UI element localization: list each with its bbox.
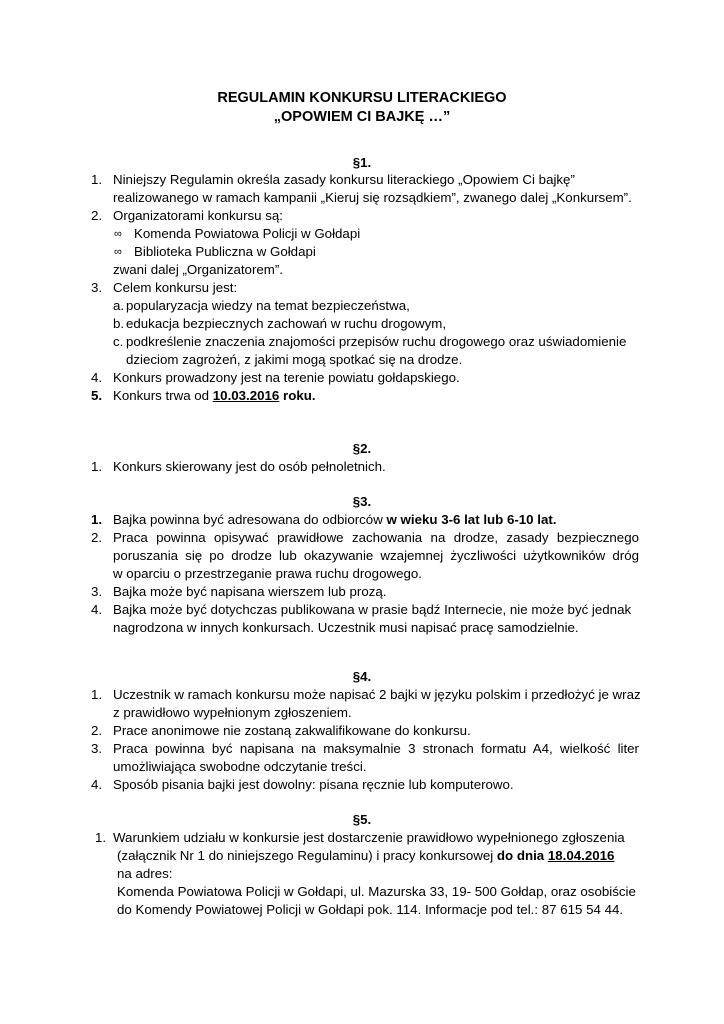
s1-start-date: 10.03.2016	[212, 388, 280, 403]
section-2-heading: §2.	[352, 441, 372, 456]
s1-item-5-number: 5.	[91, 388, 103, 403]
s1-item-1-number: 1.	[91, 172, 103, 187]
s4-item-3-line-1: Praca powinna być napisana na maksymalnie 3 stronach formatu A4, wielkość liter	[113, 741, 639, 756]
s4-item-3-number: 3.	[91, 741, 103, 756]
s3-item-4-line-1: Bajka może być dotychczas publikowana w prasie bądź Internecie, nie może być jednak	[113, 602, 632, 617]
s1-item-3-number: 3.	[91, 280, 103, 295]
s1-organizer-1: Komenda Powiatowa Policji w Gołdapi	[134, 226, 361, 241]
s1-item-2-line-1: Organizatorami konkursu są:	[113, 208, 283, 223]
s3-item-2-number: 2.	[91, 530, 103, 545]
s1-item-3c-line-2: dzieciom zagrożeń, z jakimi mogą spotkać się na drodze.	[126, 352, 463, 367]
s1-item-5-prefix: Konkurs trwa od	[113, 388, 210, 403]
s1-item-3-line-1: Celem konkursu jest:	[113, 280, 238, 295]
s5-item-1-line-5: do Komendy Powiatowej Policji w Gołdapi pok. 114. Informacje pod tel.: 87 615 54 44.	[117, 902, 624, 917]
s4-item-1-number: 1.	[91, 687, 103, 702]
s5-item-1-line-2	[117, 847, 614, 865]
section-5-heading: §5.	[352, 812, 372, 827]
s1-item-3c-line-1: podkreślenie znaczenia znajomości przepisów ruchu drogowego oraz uświadomienie	[126, 334, 627, 349]
s3-item-3-text: Bajka może być napisana wierszem lub prozą.	[113, 584, 387, 599]
s1-item-3a-label: a.	[113, 298, 125, 313]
s5-item-1-line-3: na adres:	[117, 866, 173, 881]
s5-item-1-line-2-prefix: (załącznik Nr 1 do niniejszego Regulaminu) i pracy konkursowej	[117, 848, 494, 863]
s2-item-1-number: 1.	[91, 459, 103, 474]
s1-item-4-number: 4.	[91, 370, 103, 385]
s3-item-1-prefix: Bajka powinna być adresowana do odbiorców	[113, 512, 383, 527]
s3-item-2-line-1: Praca powinna opisywać prawidłowe zachowania na drodze, zasady bezpiecznego	[113, 530, 639, 545]
document-title-line-1: REGULAMIN KONKURSU LITERACKIEGO	[217, 90, 507, 106]
s5-item-1-number: 1.	[95, 830, 107, 845]
s1-item-2-line-4: zwani dalej „Organizatorem”.	[113, 262, 283, 277]
s1-item-3b-text: edukacja bezpiecznych zachowań w ruchu drogowym,	[126, 316, 447, 331]
s4-item-4-text: Sposób pisania bajki jest dowolny: pisana ręcznie lub komputerowo.	[113, 777, 514, 792]
s5-deadline-date: 18.04.2016	[547, 848, 615, 863]
s1-item-5-line	[113, 387, 316, 405]
s1-item-5-suffix: roku.	[283, 388, 316, 403]
s3-item-2-line-3: w oparciu o przestrzeganie prawa ruchu drogowego.	[113, 566, 422, 581]
s5-item-1-line-1: Warunkiem udziału w konkursie jest dostarczenie prawidłowo wypełnionego zgłoszenia	[113, 830, 625, 845]
s3-item-3-number: 3.	[91, 584, 103, 599]
s3-item-1-number: 1.	[91, 512, 103, 527]
s1-item-4-text: Konkurs prowadzony jest na terenie powiatu gołdapskiego.	[113, 370, 460, 385]
s1-item-2-number: 2.	[91, 208, 103, 223]
s4-item-3-line-2: umożliwiająca swobodne odczytanie treści.	[113, 759, 367, 774]
s5-deadline-label: do dnia	[496, 848, 545, 863]
infinity-bullet-icon: ∞	[114, 246, 122, 258]
section-1-heading: §1.	[352, 155, 372, 170]
s1-item-3b-label: b.	[113, 316, 125, 331]
s3-item-4-number: 4.	[91, 602, 103, 617]
s2-item-1-text: Konkurs skierowany jest do osób pełnoletnich.	[113, 459, 386, 474]
s3-item-1-line	[113, 511, 556, 529]
s1-item-1-line-2: realizowanego w ramach kampanii „Kieruj się rozsądkiem”, zwanego dalej „Konkursem”.	[113, 190, 632, 205]
s4-item-2-text: Prace anonimowe nie zostaną zakwalifikowane do konkursu.	[113, 723, 471, 738]
s4-item-1-line-1: Uczestnik w ramach konkursu może napisać 2 bajki w języku polskim i przedłożyć je wraz	[113, 687, 641, 702]
s4-item-1-line-2: z prawidłowo wypełnionym zgłoszeniem.	[113, 705, 352, 720]
section-4-heading: §4.	[352, 669, 372, 684]
s3-item-2-line-2: poruszania się po drodze lub okazywanie wzajemnej życzliwości użytkowników dróg	[113, 548, 639, 563]
document-title-line-2: „OPOWIEM CI BAJKĘ …”	[273, 109, 451, 125]
s4-item-2-number: 2.	[91, 723, 103, 738]
s3-age-range: w wieku 3-6 lat lub 6-10 lat.	[386, 512, 557, 527]
s1-organizer-2: Biblioteka Publiczna w Gołdapi	[134, 244, 316, 259]
s3-item-4-line-2: nagrodzona w innych konkursach. Uczestnik musi napisać pracę samodzielnie.	[113, 620, 579, 635]
s1-item-1-line-1: Niniejszy Regulamin określa zasady konkursu literackiego „Opowiem Ci bajkę”	[113, 172, 575, 187]
section-3-heading: §3.	[352, 494, 372, 509]
s1-item-3c-label: c.	[113, 334, 124, 349]
s1-item-3a-text: popularyzacja wiedzy na temat bezpieczeństwa,	[126, 298, 410, 313]
s5-item-1-line-4: Komenda Powiatowa Policji w Gołdapi, ul. Mazurska 33, 19- 500 Gołdap, oraz osobiście	[117, 884, 636, 899]
s4-item-4-number: 4.	[91, 777, 103, 792]
infinity-bullet-icon: ∞	[114, 228, 122, 240]
